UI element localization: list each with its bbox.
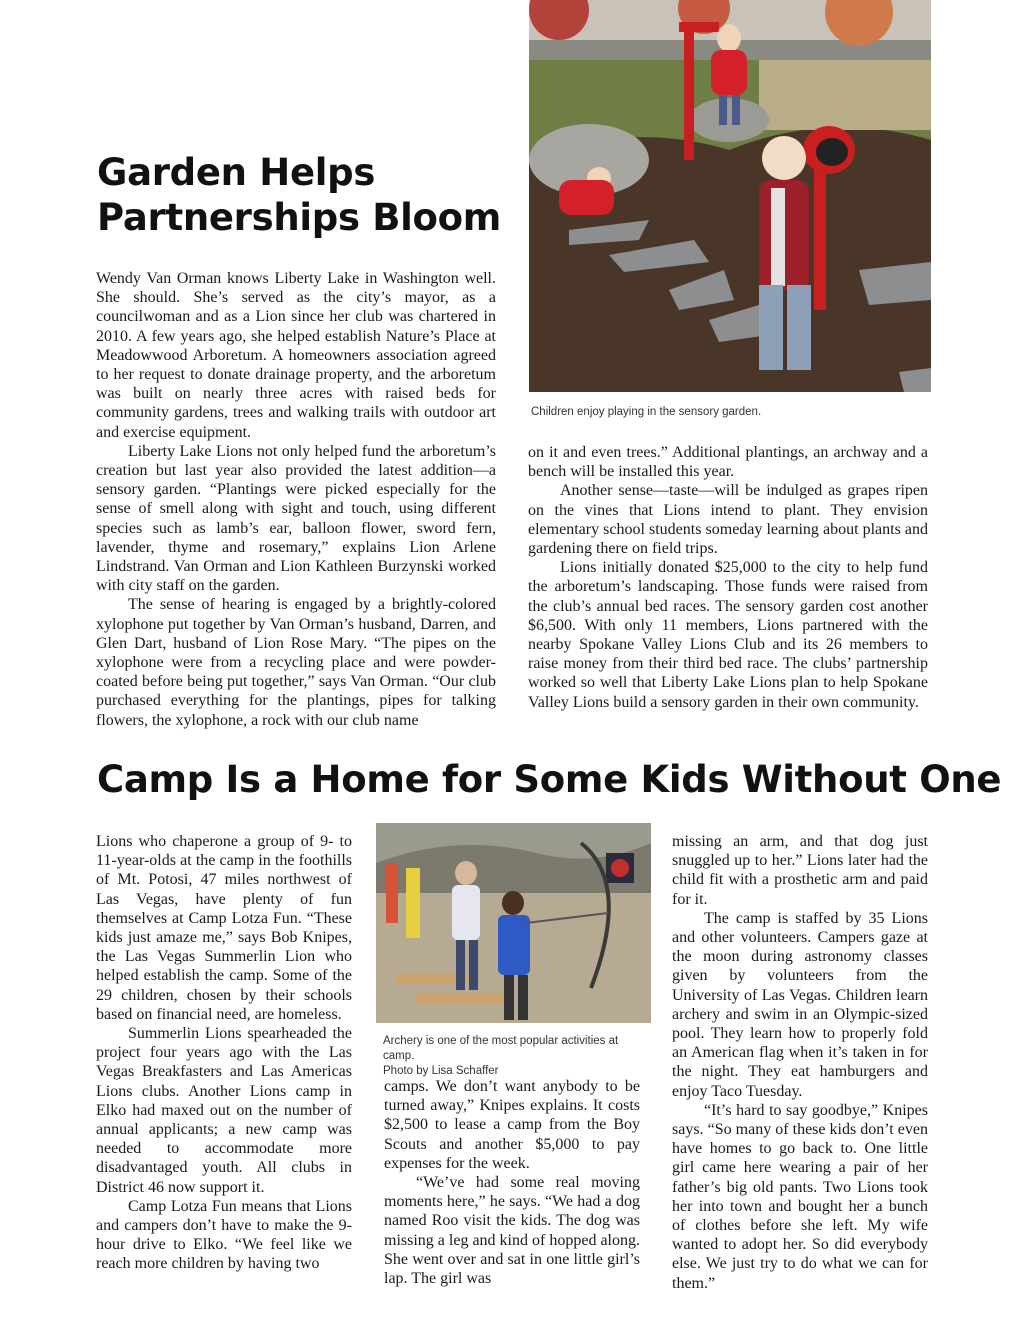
article2-paragraph: “We’ve had some real moving moments here,” he says. “We had a dog named Roo visit the kids. The dog was missing a leg and kind of hopped along. She went over and sat in one little girl’s lap. The girl was: [384, 1174, 640, 1288]
archery-photo: [376, 823, 651, 1023]
article1-paragraph: on it and even trees.” Additional plantings, an archway and a bench will be installed this year.: [528, 444, 928, 481]
article1-title-line2: Partnerships Bloom: [97, 196, 502, 239]
article1-column-1: [96, 269, 496, 730]
archery-photo-caption: [383, 1034, 651, 1079]
article2-paragraph: Camp Lotza Fun means that Lions and campers don’t have to make the 9-hour drive to Elko. “We feel like we reach more children by having two: [96, 1197, 352, 1273]
article1-paragraph: Wendy Van Orman knows Liberty Lake in Washington well. She should. She’s served as the city’s mayor, as a councilwoman and as a Lion since her club was chartered in 2010. A few years ago, she helped establish Nature’s Place at Meadowwood Arboretum. A homeowners association agreed to her request to donate drainage property, and the arboretum was built on nearly three acres with raised beds for community gardens, trees and walking trails with outdoor art and exercise equipment.: [96, 270, 496, 441]
garden-photo: [529, 0, 931, 392]
article2-column-1: [96, 832, 352, 1274]
article1-paragraph: Lions initially donated $25,000 to the city to help fund the arboretum’s landscaping. Those funds were raised from the club’s annual bed races. The sensory garden cost another $6,500. With only 11 members, Lions partnered with the nearby Spokane Valley Lions Club and its 26 members to raise money from their third bed race. The clubs’ partnership worked so well that Liberty Lake Lions plan to help Spokane Valley Lions build a sensory garden in their own community.: [528, 559, 928, 711]
article2-title: Camp Is a Home for Some Kids Without One: [97, 758, 1002, 801]
article2-column-3: [672, 832, 928, 1293]
article2-paragraph: Lions who chaperone a group of 9- to 11-year-olds at the camp in the foothills of Mt. Potosi, 47 miles northwest of Las Vegas, have plenty of fun themselves at Camp Lotza Fun. “These kids just amaze me,” says Bob Knipes, the Las Vegas Summerlin Lion who helped establish the camp. Some of the 29 children, chosen by their schools based on financial need, are homeless.: [96, 833, 352, 1023]
article1-paragraph: The sense of hearing is engaged by a brightly-colored xylophone put together by Van Orman’s husband, Darren, and Glen Dart, husband of Lion Rose Mary. “The pipes on the xylophone were from a recycling place and were powder-coated before being put together,” says Van Orman. “Our club purchased everything for the plantings, pipes for talking flowers, the xylophone, a rock with our club name: [96, 596, 496, 729]
article1-title-line1: Garden Helps: [97, 151, 376, 194]
garden-photo-caption: Children enjoy playing in the sensory garden.: [531, 406, 762, 418]
photo-credit: Photo by Lisa Schaffer: [383, 1065, 499, 1077]
archery-photo-caption-text: Archery is one of the most popular activities at camp.: [383, 1035, 619, 1062]
article2-paragraph: missing an arm, and that dog just snuggled up to her.” Lions later had the child fit with a prosthetic arm and paid for it.: [672, 833, 928, 908]
article2-paragraph: camps. We don’t want anybody to be turned away,” Knipes explains. It costs $2,500 to lease a camp from the Boy Scouts and another $5,000 to pay expenses for the week.: [384, 1078, 640, 1172]
article1-paragraph: Another sense—taste—will be indulged as grapes ripen on the vines that Lions intend to plant. They envision elementary school students someday learning about plants and gardening there on field trips.: [528, 482, 928, 558]
article2-paragraph: “It’s hard to say goodbye,” Knipes says. “So many of these kids don’t even have homes to go back to. One little girl came here wearing a pair of her father’s big old pants. Two Lions took her into town and bought her a bunch of clothes before she left. My wife wanted to adopt her. So did everybody else. We just try to do what we can for them.”: [672, 1101, 928, 1292]
article2-paragraph: The camp is staffed by 35 Lions and other volunteers. Campers gaze at the moon during astronomy classes given by volunteers from the University of Las Vegas. Children learn archery and swim in an Olympic-sized pool. They learn how to properly fold an American flag when it’s taken in for the night. They eat hamburgers and enjoy Taco Tuesday.: [672, 909, 928, 1100]
article1-title: [97, 150, 517, 240]
article2-paragraph: Summerlin Lions spearheaded the project four years ago with the Las Vegas Breakfasters and Las Americas Lions clubs. Another Lions camp in Elko had maxed out on the number of annual applicants; a new camp was needed to accommodate more disadvantaged youth. All clubs in District 46 now support it.: [96, 1025, 352, 1196]
article1-column-2: [528, 443, 928, 712]
article2-column-2: [384, 1077, 640, 1288]
article1-paragraph: Liberty Lake Lions not only helped fund the arboretum’s creation but last year also provided the latest addition—a sensory garden. “Plantings were picked especially for the sense of smell along with sight and touch, using different species such as lamb’s ear, balloon flower, sword fern, lavender, thyme and rosemary,” explains Lion Arlene Lindstrand. Van Orman and Lion Kathleen Burzynski worked with city staff on the garden.: [96, 442, 496, 595]
